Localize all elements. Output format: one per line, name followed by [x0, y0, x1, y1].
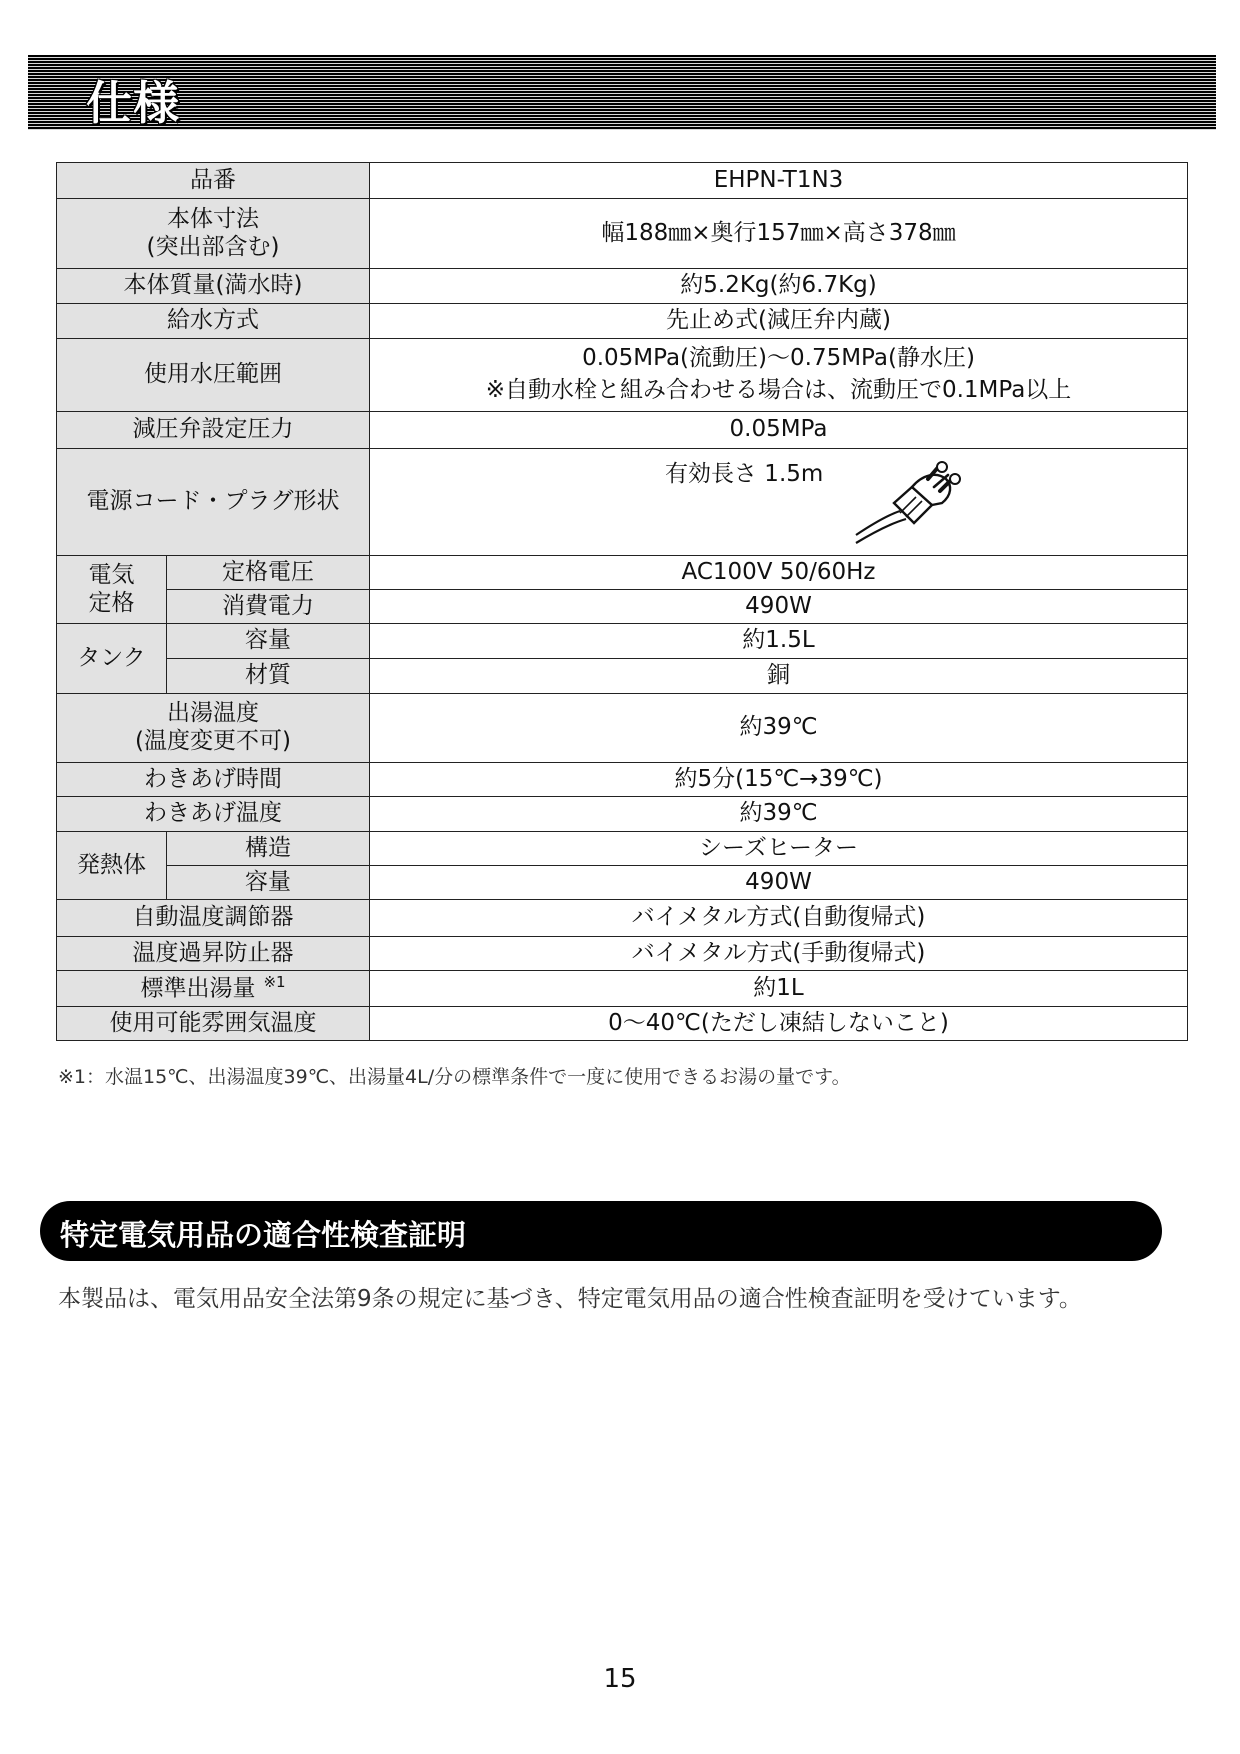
section-header-bar: [28, 55, 1216, 130]
spec-group-heater: 発熱体: [57, 832, 167, 900]
spec-label-cord: 電源コード・プラグ形状: [57, 449, 370, 556]
label-text: 標準出湯量: [140, 976, 256, 1003]
spec-label-overheat: 温度過昇防止器: [57, 937, 370, 971]
spec-value-outlet-temp: 約39℃: [370, 694, 1188, 763]
table-row: [57, 269, 1188, 304]
spec-label-dimensions: [57, 199, 370, 269]
spec-value-power: 490W: [370, 590, 1188, 624]
spec-value-voltage: AC100V 50/60Hz: [370, 556, 1188, 590]
spec-value-heater-structure: シーズヒーター: [370, 832, 1188, 866]
group-line: 定格: [88, 589, 135, 616]
table-row: [57, 1007, 1188, 1041]
table-row: [57, 832, 1188, 866]
page-number: 15: [603, 1664, 637, 1694]
table-row: [57, 797, 1188, 832]
section-body: 本製品は、電気用品安全法第9条の規定に基づき、特定電気用品の適合性検査証明を受けています。: [58, 1286, 1082, 1312]
spec-value-pressure-range: [370, 339, 1188, 412]
table-row: [57, 590, 1188, 624]
table-row: [57, 971, 1188, 1007]
table-row: [57, 339, 1188, 412]
table-row: [57, 937, 1188, 971]
spec-label-thermostat: 自動温度調節器: [57, 900, 370, 937]
table-row: [57, 900, 1188, 937]
spec-label-reducing-valve: 減圧弁設定圧力: [57, 412, 370, 449]
spec-value-model: EHPN-T1N3: [370, 163, 1188, 199]
label-line: (温度変更不可): [135, 728, 291, 754]
value-line: ※自動水栓と組み合わせる場合は、流動圧で0.1MPa以上: [485, 377, 1072, 403]
spec-value-water-supply: 先止め式(減圧弁内蔵): [370, 304, 1188, 339]
spec-label-boil-time: わきあげ時間: [57, 763, 370, 797]
spec-value-thermostat: バイメタル方式(自動復帰式): [370, 900, 1188, 937]
spec-value-standard-output: 約1L: [370, 971, 1188, 1007]
table-row: [57, 199, 1188, 269]
spec-value-boil-time: 約5分(15℃→39℃): [370, 763, 1188, 797]
spec-value-mass: 約5.2Kg(約6.7Kg): [370, 269, 1188, 304]
section-title: 特定電気用品の適合性検査証明: [60, 1218, 467, 1252]
spec-label-power: 消費電力: [167, 590, 370, 624]
spec-label-standard-output: [57, 971, 370, 1007]
spec-value-cord: [370, 449, 1188, 556]
spec-label-model: 品番: [57, 163, 370, 199]
table-row: [57, 624, 1188, 659]
spec-label-tank-capacity: 容量: [167, 624, 370, 659]
label-line: 出湯温度: [167, 700, 259, 727]
label-line: (突出部含む): [146, 233, 280, 260]
spec-label-boil-temp: わきあげ温度: [57, 797, 370, 832]
spec-label-ambient-temp: 使用可能雰囲気温度: [57, 1007, 370, 1041]
spec-label-heater-structure: 構造: [167, 832, 370, 866]
spec-label-water-supply: 給水方式: [57, 304, 370, 339]
spec-value-ambient-temp: 0～40℃(ただし凍結しないこと): [370, 1007, 1188, 1041]
table-row: [57, 556, 1188, 590]
spec-value-tank-capacity: 約1.5L: [370, 624, 1188, 659]
spec-value-boil-temp: 約39℃: [370, 797, 1188, 832]
table-row: [57, 659, 1188, 694]
spec-group-electrical: [57, 556, 167, 624]
spec-value-dimensions: 幅188㎜×奥行157㎜×高さ378㎜: [370, 199, 1188, 269]
table-row: [57, 163, 1188, 199]
table-row: [57, 866, 1188, 900]
spec-value-heater-capacity: 490W: [370, 866, 1188, 900]
spec-label-outlet-temp: [57, 694, 370, 763]
value-line: 0.05MPa(流動圧)～0.75MPa(静水圧): [582, 345, 975, 372]
table-row: [57, 304, 1188, 339]
group-line: 電気: [88, 561, 135, 588]
spec-label-voltage: 定格電圧: [167, 556, 370, 590]
cord-length: 有効長さ 1.5m: [665, 461, 824, 487]
spec-value-overheat: バイメタル方式(手動復帰式): [370, 937, 1188, 971]
table-row: [57, 412, 1188, 449]
spec-group-tank: タンク: [57, 624, 167, 694]
spec-label-mass: 本体質量(満水時): [57, 269, 370, 304]
spec-value-reducing-valve: 0.05MPa: [370, 412, 1188, 449]
footnote-mark: ※1: [263, 973, 286, 992]
table-row: [57, 763, 1188, 797]
page-title: 仕様: [86, 76, 180, 130]
footnote: ※1：水温15℃、出湯温度39℃、出湯量4L/分の標準条件で一度に使用できるお湯の量です。: [58, 1066, 851, 1088]
spec-label-pressure-range: 使用水圧範囲: [57, 339, 370, 412]
spec-table: [56, 162, 1188, 1041]
spec-value-tank-material: 銅: [370, 659, 1188, 694]
table-row: [57, 694, 1188, 763]
spec-label-heater-capacity: 容量: [167, 866, 370, 900]
spec-label-tank-material: 材質: [167, 659, 370, 694]
label-line: 本体寸法: [167, 205, 259, 232]
section-banner: [40, 1201, 1162, 1261]
table-row: [57, 449, 1188, 556]
power-plug-icon: [854, 457, 964, 547]
